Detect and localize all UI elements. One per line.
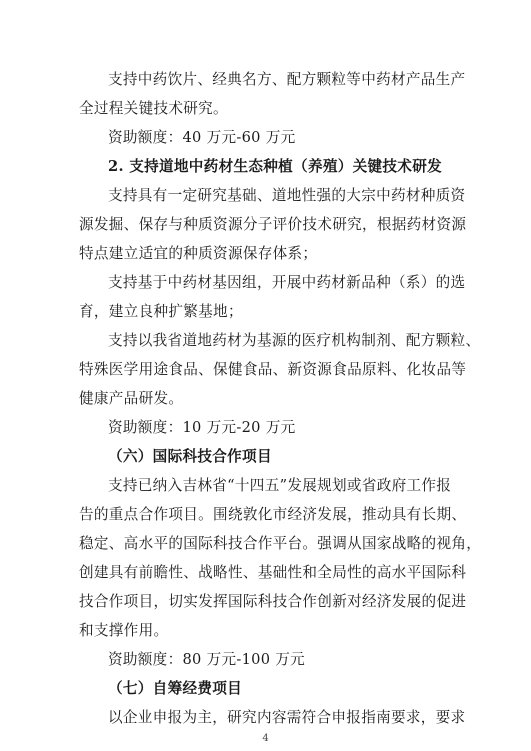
paragraph-line: 育，建立良种扩繁基地； <box>79 303 243 320</box>
paragraph-line: 特点建立适宜的种质资源保存体系； <box>79 245 318 262</box>
paragraph-line: 和支撑作用。 <box>79 622 169 639</box>
subsection-heading: 2. 支持道地中药材生态种植（养殖）关键技术研发 <box>108 158 442 175</box>
funding-amount: 资助额度：80 万元-100 万元 <box>108 651 306 668</box>
paragraph-line: 支持具有一定研究基础、道地性强的大宗中药材种质资 <box>108 187 466 204</box>
paragraph-line: 健康产品研发。 <box>79 390 184 407</box>
paragraph-line: 特殊医学用途食品、保健食品、新资源食品原料、化妆品等 <box>79 361 467 378</box>
page-number: 4 <box>262 733 269 744</box>
paragraph-line: 支持以我省道地药材为基源的医疗机构制剂、配方颗粒、 <box>108 332 481 349</box>
section-heading: （七）自筹经费项目 <box>108 680 243 697</box>
paragraph-line: 支持中药饮片、经典名方、配方颗粒等中药材产品生产 <box>108 71 466 88</box>
paragraph-line: 告的重点合作项目。围绕敦化市经济发展，推动具有长期、 <box>79 506 467 523</box>
paragraph-line: 全过程关键技术研究。 <box>79 100 228 117</box>
funding-amount: 资助额度：10 万元-20 万元 <box>108 419 296 436</box>
funding-amount: 资助额度：40 万元-60 万元 <box>108 129 296 146</box>
section-heading: （六）国际科技合作项目 <box>108 448 272 465</box>
paragraph-line: 创建具有前瞻性、战略性、基础性和全局性的高水平国际科 <box>79 564 467 581</box>
paragraph-line: 稳定、高水平的国际科技合作平台。强调从国家战略的视角， <box>79 535 482 552</box>
paragraph-line: 源发掘、保存与种质资源分子评价技术研究，根据药材资源 <box>79 216 467 233</box>
paragraph-line: 支持已纳入吉林省“十四五”发展规划或省政府工作报 <box>108 477 452 494</box>
paragraph-line: 以企业申报为主，研究内容需符合申报指南要求，要求 <box>108 709 466 726</box>
paragraph-line: 支持基于中药材基因组，开展中药材新品种（系）的选 <box>108 274 466 291</box>
paragraph-line: 技合作项目，切实发挥国际科技合作创新对经济发展的促进 <box>79 593 467 610</box>
